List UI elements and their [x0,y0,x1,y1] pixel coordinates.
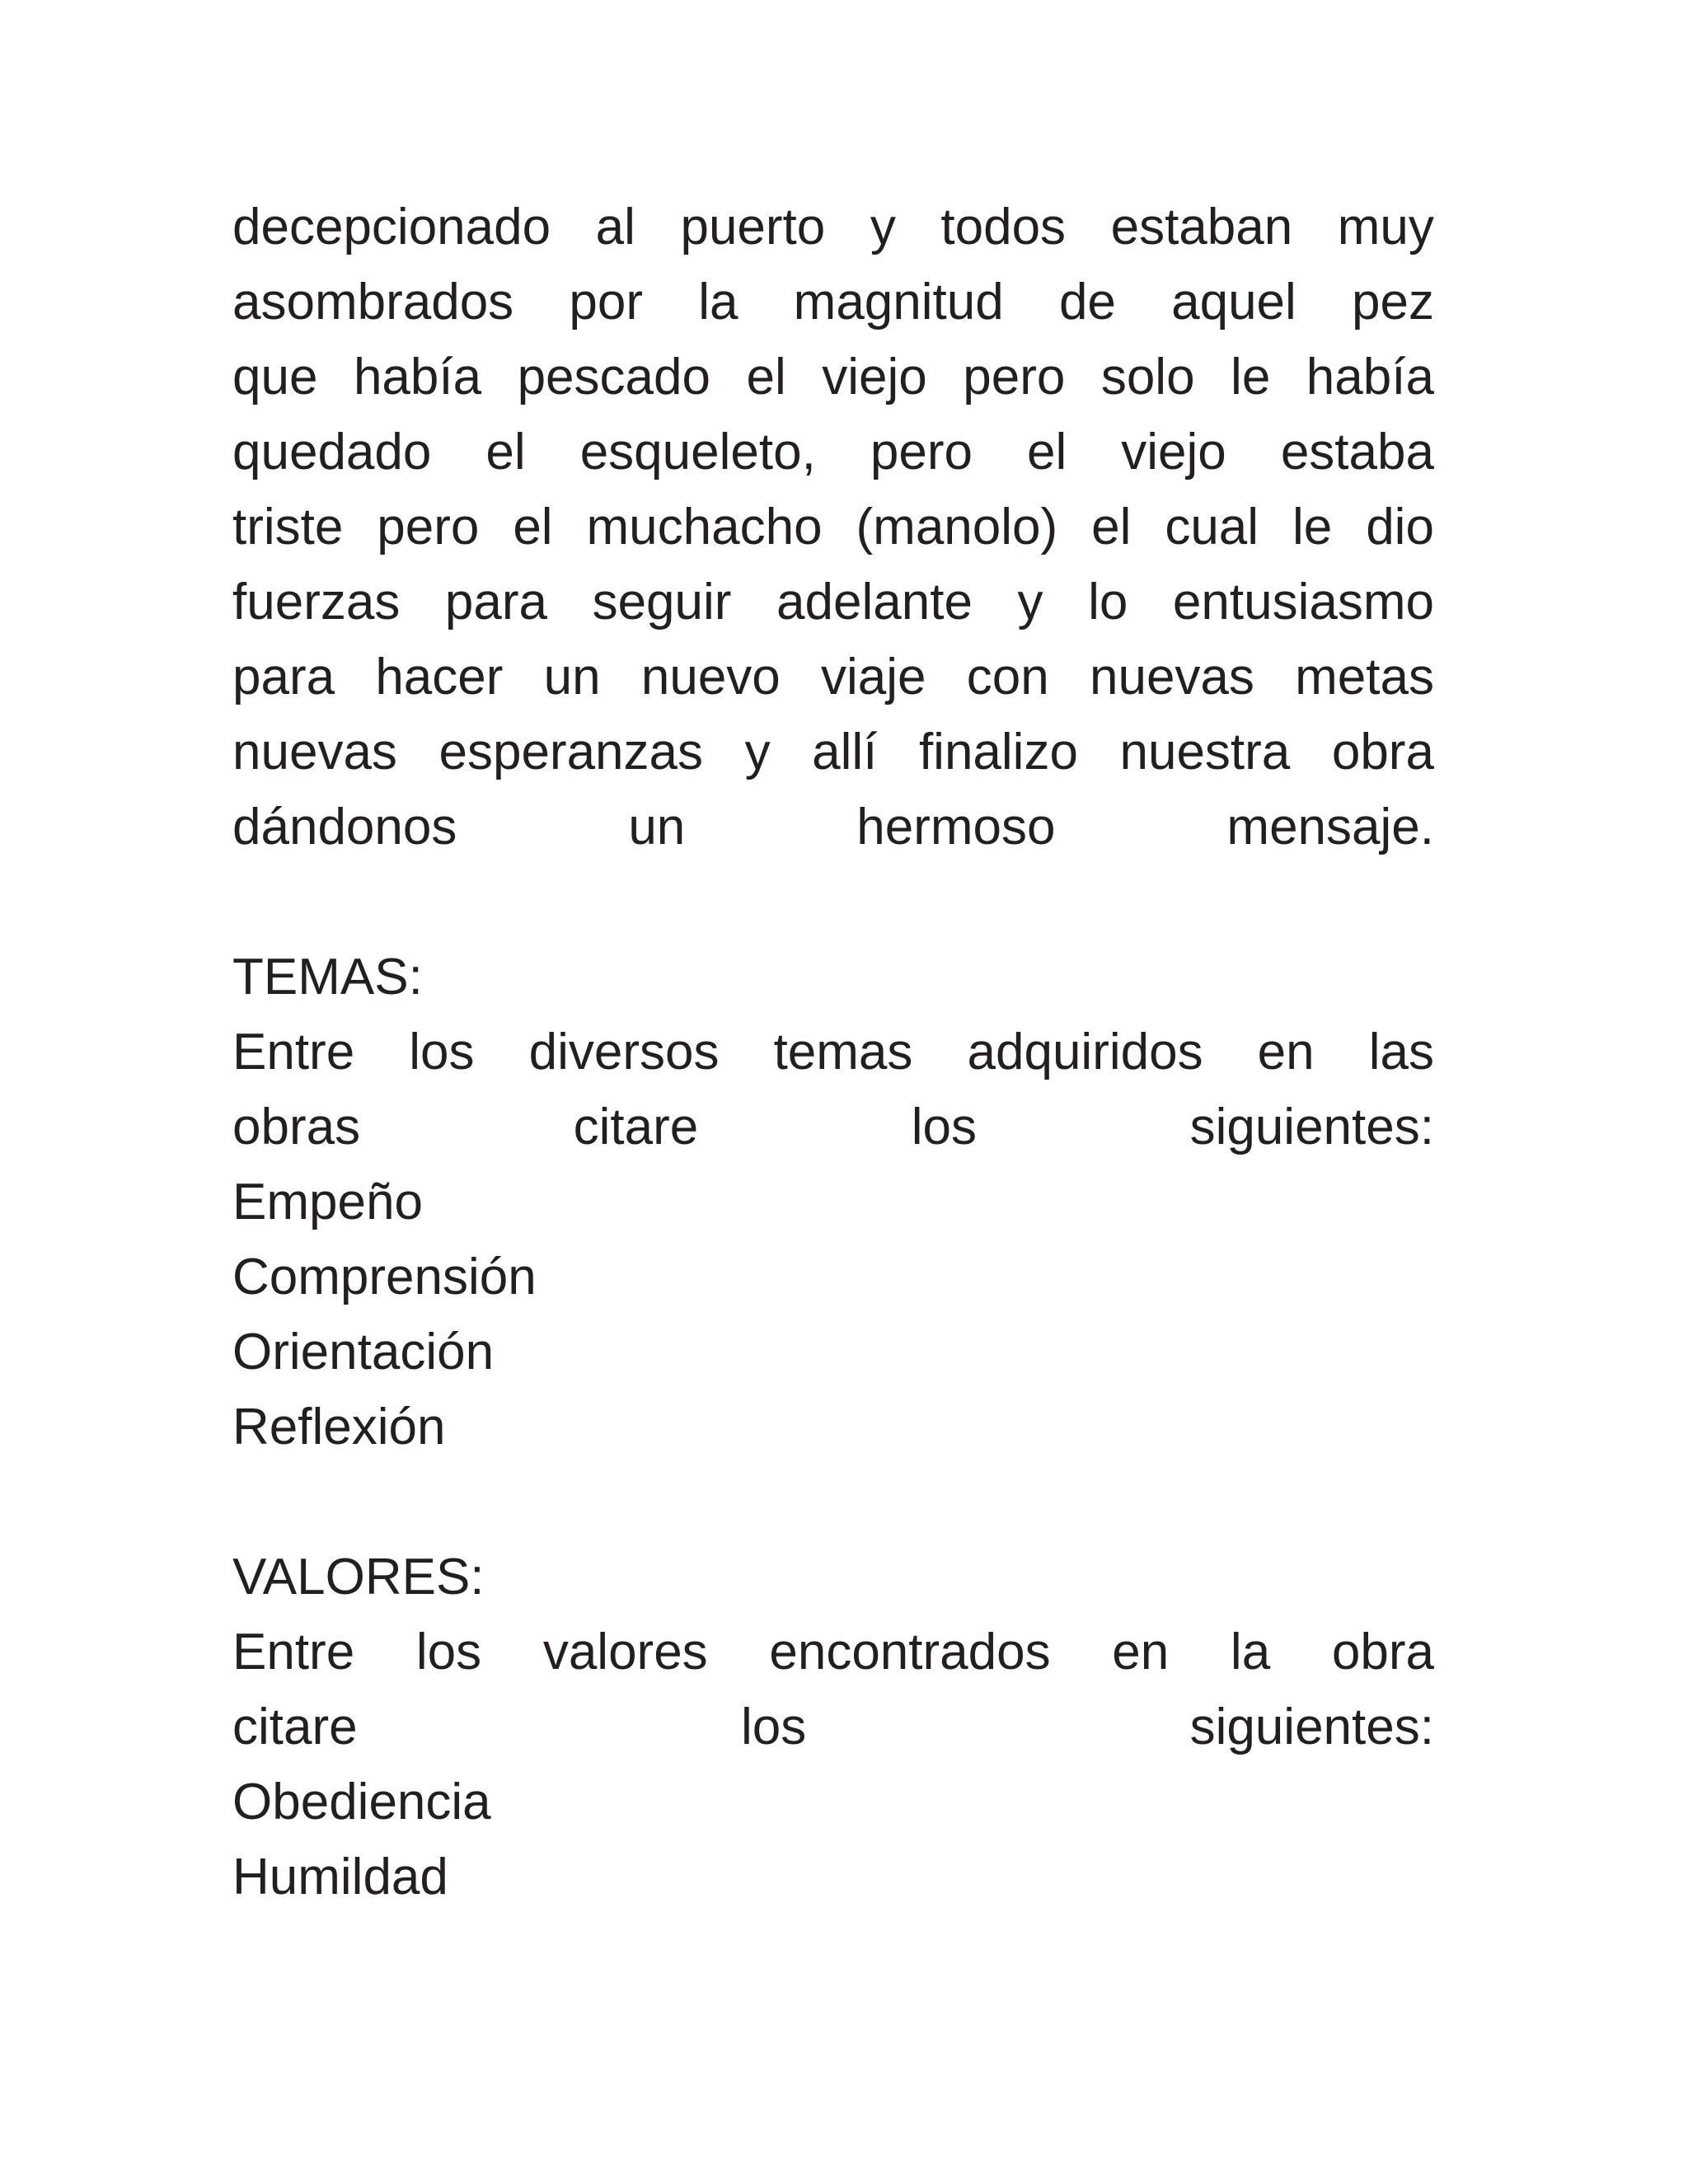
valores-section [232,1540,1434,1915]
temas-item: Empeño [232,1174,423,1230]
word: que [232,349,318,405]
paragraph-line [232,565,1434,640]
word: pero [377,499,480,555]
word: la [1230,1624,1271,1680]
word: adelante [776,574,973,630]
paragraph-line [232,340,1434,415]
word: y [870,199,896,255]
temas-item: Comprensión [232,1249,537,1305]
valores-intro-line [232,1615,1434,1690]
word: aquel [1171,274,1296,330]
paragraph-line [232,715,1434,790]
paragraph-line [232,190,1434,265]
word: adquiridos [967,1024,1203,1080]
valores-heading: VALORES: [232,1549,485,1605]
valores-item: Obediencia [232,1774,491,1830]
word: y [1017,574,1043,630]
word: seguir [592,574,732,630]
word: había [353,349,482,405]
word: cual [1165,499,1259,555]
word: siguientes: [1189,1699,1434,1755]
word: Entre [232,1624,355,1680]
valores-item: Humildad [232,1849,448,1905]
word: el [746,349,786,405]
word: puerto [680,199,826,255]
section-spacer [232,865,1434,940]
word: obra [1331,1624,1434,1680]
word: los [409,1024,475,1080]
word: la [698,274,738,330]
word: viejo [1121,424,1226,480]
word: por [569,274,643,330]
word: muchacho [586,499,823,555]
word: hermoso [856,799,1056,855]
word: el [485,424,526,480]
word: en [1112,1624,1170,1680]
paragraph-line [232,640,1434,715]
word: asombrados [232,274,514,330]
word: metas [1295,649,1434,705]
word: para [444,574,547,630]
word: obras [232,1099,361,1155]
word: para [232,649,335,705]
word: (manolo) [856,499,1058,555]
word: al [595,199,635,255]
word: solo [1100,349,1195,405]
word: fuerzas [232,574,401,630]
word: con [966,649,1049,705]
word: allí [812,724,878,780]
word: estaban [1110,199,1293,255]
word: muy [1337,199,1434,255]
word: todos [940,199,1067,255]
summary-paragraph [232,190,1434,865]
word: magnitud [793,274,1004,330]
word: siguientes: [1189,1099,1434,1155]
word: un [543,649,601,705]
word: Entre [232,1024,355,1080]
temas-section [232,940,1434,1465]
temas-intro-line [232,1015,1434,1090]
word: temas [773,1024,913,1080]
word: entusiasmo [1172,574,1434,630]
word: las [1368,1024,1434,1080]
word: pez [1352,274,1434,330]
word: un [628,799,686,855]
word: en [1257,1024,1315,1080]
word: dio [1366,499,1434,555]
word: dándonos [232,799,457,855]
word: el [513,499,553,555]
word: y [744,724,771,780]
word: decepcionado [232,199,551,255]
word: de [1058,274,1116,330]
word: lo [1088,574,1128,630]
word: el [1026,424,1067,480]
document-body [232,190,1434,1915]
word: citare [573,1099,699,1155]
word: los [740,1699,807,1755]
word: nuevo [640,649,781,705]
word: los [911,1099,978,1155]
temas-heading: TEMAS: [232,949,423,1005]
word: triste [232,499,344,555]
word: pero [963,349,1066,405]
temas-item: Orientación [232,1324,495,1380]
word: pero [870,424,973,480]
paragraph-line [232,415,1434,490]
word: hacer [375,649,504,705]
word: pescado [517,349,710,405]
word: quedado [232,424,432,480]
word: esqueleto, [579,424,816,480]
word: el [1091,499,1132,555]
word: le [1231,349,1271,405]
word: le [1292,499,1333,555]
section-spacer [232,1465,1434,1540]
paragraph-line [232,490,1434,565]
word: diversos [528,1024,720,1080]
word: había [1306,349,1434,405]
word: nuestra [1119,724,1291,780]
word: finalizo [918,724,1078,780]
temas-intro-line [232,1090,1434,1165]
word: citare [232,1699,358,1755]
word: valores [542,1624,708,1680]
word: los [415,1624,482,1680]
word: encontrados [769,1624,1051,1680]
paragraph-line [232,790,1434,865]
temas-item: Reflexión [232,1399,446,1455]
word: nuevas [232,724,397,780]
paragraph-line [232,265,1434,340]
word: viejo [822,349,927,405]
valores-intro-line [232,1690,1434,1765]
word: esperanzas [438,724,704,780]
word: mensaje. [1226,799,1434,855]
word: estaba [1280,424,1434,480]
word: nuevas [1089,649,1254,705]
word: obra [1331,724,1434,780]
word: viaje [821,649,926,705]
